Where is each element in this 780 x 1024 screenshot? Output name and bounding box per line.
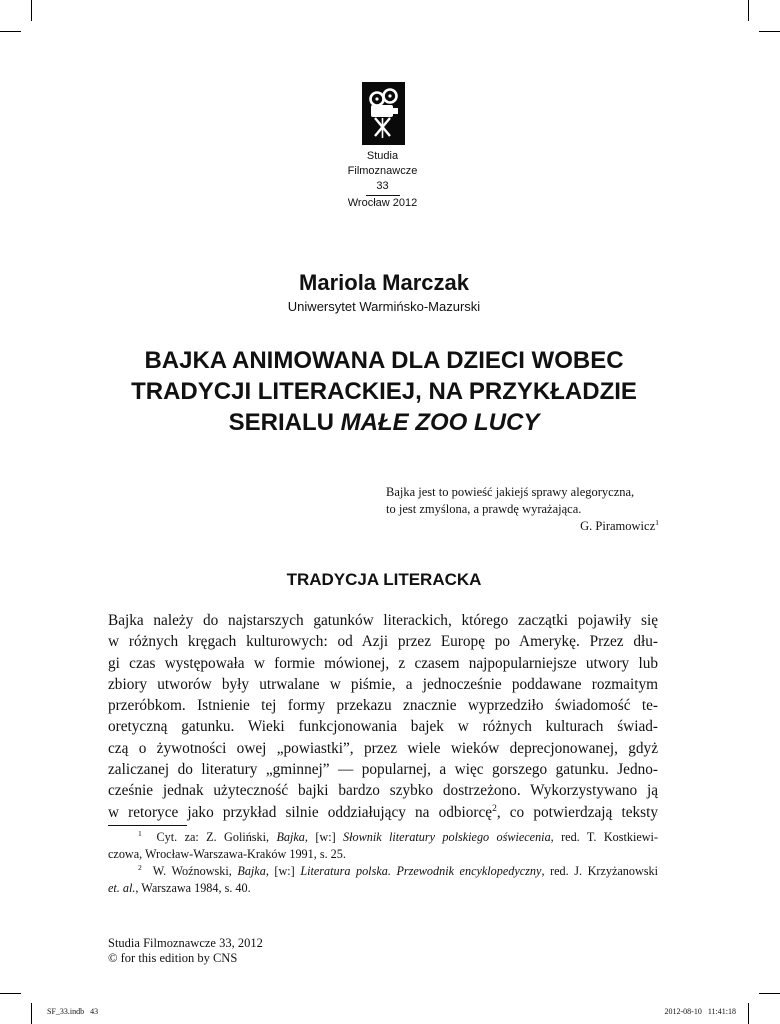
- footnote-2-cont: et. al., Warszawa 1984, s. 40.: [108, 881, 251, 895]
- film-camera-icon: [362, 82, 405, 145]
- footer-copyright: © for this edition by CNS: [108, 951, 238, 965]
- title-line: BAJKA ANIMOWANA DLA DZIECI WOBEC: [144, 347, 624, 374]
- journal-info: [300, 149, 465, 211]
- crop-mark: [31, 1003, 32, 1024]
- journal-name-line1: Studia: [366, 150, 399, 162]
- epigraph: [386, 484, 659, 535]
- footnote-number: 1: [138, 828, 142, 838]
- author-name: Mariola Marczak: [299, 270, 469, 295]
- journal-logo: [362, 82, 405, 145]
- footnotes: [108, 829, 658, 897]
- footnote-mark: 2: [492, 803, 497, 814]
- crop-mark: [759, 31, 780, 32]
- article-title: [0, 345, 768, 438]
- journal-issue: 33: [376, 180, 389, 192]
- print-slug-file: SF_33.indb 43: [47, 1007, 99, 1016]
- footnote-separator: [108, 825, 187, 826]
- crop-mark: [759, 993, 780, 994]
- crop-mark: [0, 993, 21, 994]
- title-line: TRADYCJI LITERACKIEJ, NA PRZYKŁADZIE: [131, 378, 637, 405]
- body-line: czą o żywotności owej „powiastki”, przez wiele wieków deprecjonowanej, gdyż: [108, 739, 658, 757]
- body-paragraph: [108, 610, 658, 823]
- print-slug-timestamp: 2012-08-10 11:41:18: [664, 1007, 736, 1016]
- epigraph-line: to jest zmyślona, a prawdę wyrażająca.: [386, 502, 582, 516]
- body-line: zbiory utworów były utrwalane w piśmie, a jednocześnie poddawane rozmaitym: [108, 675, 658, 693]
- body-line: w różnych kręgach kulturowych: od Azji przez Europę po Amerykę. Przez dłu-: [108, 633, 658, 651]
- body-line: w retoryce jako przykład silnie oddziałujący na odbiorcę$^2$, co potwierdzają teksty: [108, 803, 658, 821]
- title-line: [0, 407, 768, 438]
- epigraph-line: Bajka jest to powieść jakiejś sprawy alegoryczna,: [386, 485, 635, 499]
- epigraph-attribution: G. Piramowicz$^1$: [580, 517, 659, 533]
- crop-mark: [31, 0, 32, 21]
- body-line: Bajka należy do najstarszych gatunków literackich, którego zaczątki pojawiły się: [108, 612, 658, 629]
- title-prefix: SERIALU: [228, 409, 341, 436]
- crop-mark: [748, 1003, 749, 1024]
- body-line: cześnie jednak użyteczność bajki bardzo szybko dostrzeżono. Wykorzystywano ją: [108, 782, 658, 800]
- section-heading: TRADYCJA LITERACKA: [286, 570, 482, 589]
- author-affiliation: Uniwersytet Warmińsko-Mazurski: [287, 299, 481, 314]
- body-line: oretyczną gatunku. Wieki funkcjonowania bajek w różnych kulturach świad-: [108, 718, 658, 736]
- body-line: gi czas występowała w formie mówionej, z czasem najpopularniejsze utwory lub: [108, 654, 658, 672]
- series-title: MAŁE ZOO LUCY: [340, 409, 540, 436]
- footnote-1: $^1$ Cyt. za: Z. Goliński, Bajka, [w:] Słownik literatury polskiego oświecenia, red. T. Kostkiewi-: [138, 828, 658, 844]
- footer-journal: Studia Filmoznawcze 33, 2012: [108, 936, 263, 950]
- crop-mark: [748, 0, 749, 21]
- crop-mark: [0, 31, 21, 32]
- footnote-2: $^2$ W. Woźnowski, Bajka, [w:] Literatura polska. Przewodnik encyklopedyczny, red. J. Krzyżanowski: [138, 862, 658, 878]
- body-line: przeróbkom. Istnienie tej formy przekazu znacznie wyprzedziło świadomość te-: [108, 697, 658, 715]
- journal-name-line2: Filmoznawcze: [347, 165, 418, 177]
- page-footer: [108, 936, 263, 966]
- footnote-mark: 1: [655, 517, 659, 527]
- body-line: zaliczanej do literatury „gminnej” — popularnej, a więc gorszego gatunku. Jedno-: [108, 761, 658, 779]
- journal-place-year: Wrocław 2012: [347, 197, 418, 209]
- footnote-1-cont: czowa, Wrocław-Warszawa-Kraków 1991, s. 25.: [108, 847, 346, 861]
- footnote-number: 2: [138, 862, 142, 872]
